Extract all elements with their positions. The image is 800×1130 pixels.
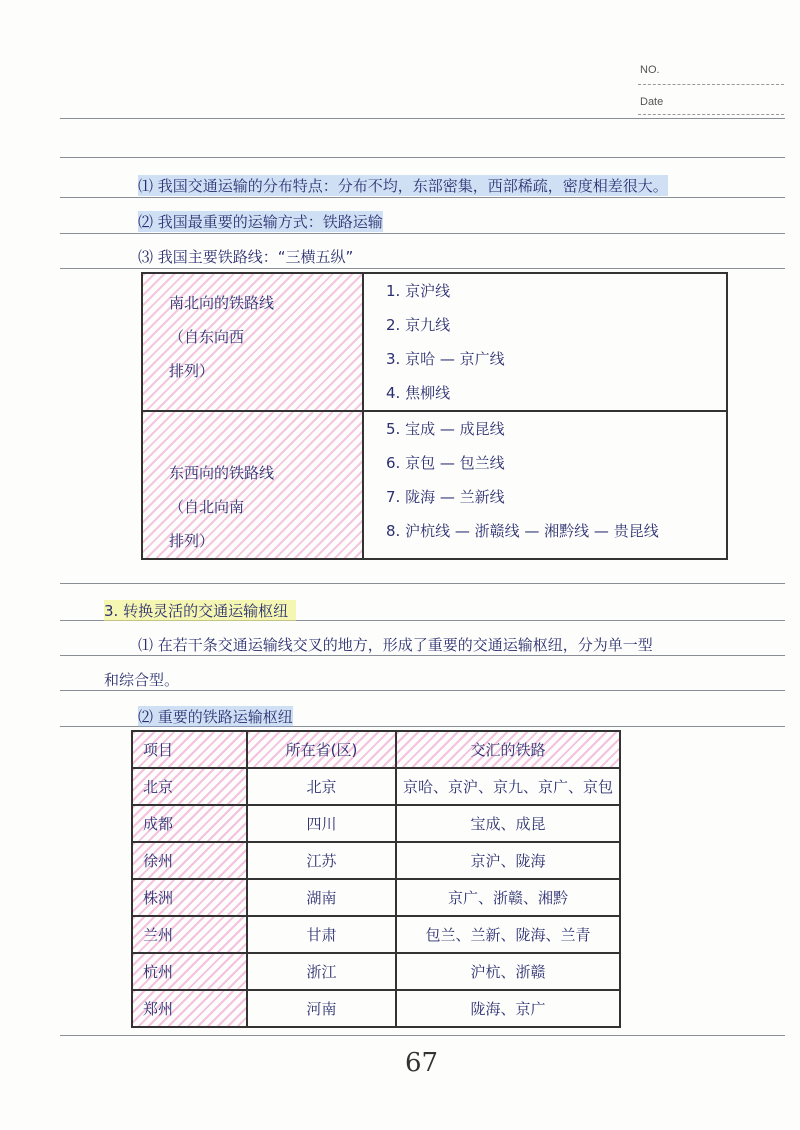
hub-railways: 包兰、兰新、陇海、兰青 — [396, 916, 620, 953]
hub-railways: 京广、浙赣、湘黔 — [396, 879, 620, 916]
table-row — [132, 805, 620, 842]
header-railways: 交汇的铁路 — [396, 731, 620, 768]
hub-railways: 宝成、成昆 — [396, 805, 620, 842]
hub-railways: 京哈、京沪、京九、京广、京包 — [396, 768, 620, 805]
east-west-group-items — [363, 411, 727, 559]
table-row — [132, 916, 620, 953]
railway-item: 2. 京九线 — [386, 316, 451, 334]
ruled-line — [60, 655, 785, 656]
table-row — [132, 842, 620, 879]
table-row — [132, 953, 620, 990]
railway-item: 4. 焦柳线 — [386, 384, 451, 402]
railway-item: 5. 宝成 — 成昆线 — [386, 420, 505, 438]
group-label-line: 排列） — [169, 362, 215, 380]
hub-province: 河南 — [247, 990, 396, 1027]
ruled-line — [60, 690, 785, 691]
hub-railways: 京沪、陇海 — [396, 842, 620, 879]
railway-hubs-table — [131, 730, 621, 1028]
ruled-line — [60, 118, 785, 119]
hub-city: 北京 — [132, 768, 247, 805]
north-south-group-label — [142, 273, 363, 411]
group-label-line: （自东向西 — [169, 328, 245, 346]
hub-paragraph-line-1: ⑴ 在若干条交通运输线交叉的地方，形成了重要的交通运输枢纽，分为单一型 — [138, 636, 653, 654]
hub-province: 浙江 — [247, 953, 396, 990]
railway-hub-heading: ⑵ 重要的铁路运输枢纽 — [138, 708, 293, 726]
hub-province: 北京 — [247, 768, 396, 805]
group-label-line: 南北向的铁路线 — [169, 294, 275, 312]
no-line — [638, 84, 784, 85]
ruled-line — [60, 1035, 785, 1036]
table-row — [132, 768, 620, 805]
railway-item: 8. 沪杭线 — 浙赣线 — 湘黔线 — 贵昆线 — [386, 522, 659, 540]
ruled-line — [60, 197, 785, 198]
table-row — [132, 990, 620, 1027]
hub-province: 湖南 — [247, 879, 396, 916]
group-label-line: （自北向南 — [169, 498, 245, 516]
ruled-line — [60, 157, 785, 158]
hub-railways: 沪杭、浙赣 — [396, 953, 620, 990]
header-province: 所在省(区) — [247, 731, 396, 768]
railway-item: 1. 京沪线 — [386, 282, 451, 300]
table-row — [132, 879, 620, 916]
hub-city: 株洲 — [132, 879, 247, 916]
group-label-line: 排列） — [169, 532, 215, 550]
hub-province: 四川 — [247, 805, 396, 842]
line-main-railways: ⑶ 我国主要铁路线：“三横五纵” — [138, 248, 354, 266]
line-transport-distribution: ⑴ 我国交通运输的分布特点：分布不均，东部密集，西部稀疏，密度相差很大。 — [138, 177, 668, 195]
railway-item: 3. 京哈 — 京广线 — [386, 350, 505, 368]
railway-item: 7. 陇海 — 兰新线 — [386, 488, 505, 506]
ruled-line — [60, 583, 785, 584]
ruled-line — [60, 233, 785, 234]
no-label: NO. — [640, 64, 660, 76]
date-label: Date — [640, 96, 664, 108]
railway-item: 6. 京包 — 包兰线 — [386, 454, 505, 472]
railway-lines-table — [141, 272, 728, 560]
hub-city: 杭州 — [132, 953, 247, 990]
page-number: 67 — [405, 1048, 439, 1078]
hub-railways: 陇海、京广 — [396, 990, 620, 1027]
date-line — [638, 114, 784, 115]
header-item: 项目 — [132, 731, 247, 768]
east-west-group-label — [142, 411, 363, 559]
hub-city: 兰州 — [132, 916, 247, 953]
hub-city: 郑州 — [132, 990, 247, 1027]
hub-city: 徐州 — [132, 842, 247, 879]
hub-paragraph-line-2: 和综合型。 — [104, 671, 180, 689]
hub-city: 成都 — [132, 805, 247, 842]
north-south-group-items — [363, 273, 727, 411]
section-3-heading: 3. 转换灵活的交通运输枢纽 — [104, 600, 296, 621]
hub-province: 甘肃 — [247, 916, 396, 953]
ruled-line — [60, 268, 785, 269]
group-label-line: 东西向的铁路线 — [169, 464, 275, 482]
line-main-transport: ⑵ 我国最重要的运输方式：铁路运输 — [138, 213, 383, 231]
hub-province: 江苏 — [247, 842, 396, 879]
